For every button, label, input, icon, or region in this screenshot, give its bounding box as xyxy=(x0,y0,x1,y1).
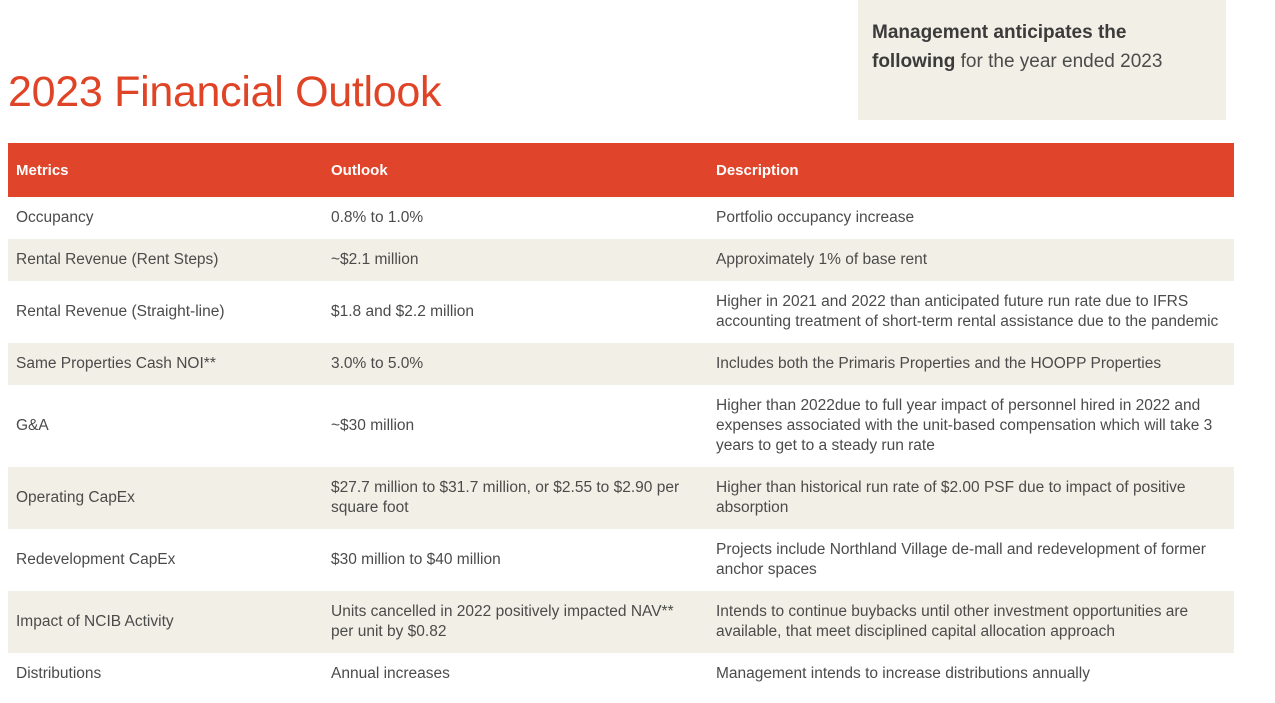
cell-outlook: Units cancelled in 2022 positively impacted NAV** per unit by $0.82 xyxy=(323,591,708,653)
table-body xyxy=(8,197,1234,695)
table-header-row xyxy=(8,143,1234,197)
table-row xyxy=(8,197,1234,239)
column-header-outlook: Outlook xyxy=(323,143,708,197)
callout-text xyxy=(872,18,1202,76)
cell-description: Includes both the Primaris Properties and the HOOPP Properties xyxy=(708,343,1234,385)
cell-description: Approximately 1% of base rent xyxy=(708,239,1234,281)
table-row xyxy=(8,385,1234,467)
table-row xyxy=(8,239,1234,281)
callout-rest: for the year ended 2023 xyxy=(955,51,1163,72)
cell-metric: Redevelopment CapEx xyxy=(16,551,176,568)
cell-description: Higher in 2021 and 2022 than anticipated future run rate due to IFRS accounting treatment of short-term rental assistance due to the pandemic xyxy=(716,293,1219,330)
cell-outlook: ~$2.1 million xyxy=(323,239,708,281)
cell-description: Higher than historical run rate of $2.00 PSF due to impact of positive absorption xyxy=(708,467,1234,529)
cell-outlook: ~$30 million xyxy=(331,417,415,434)
table-row xyxy=(8,467,1234,529)
callout-box xyxy=(858,0,1226,120)
cell-description: Portfolio occupancy increase xyxy=(716,209,915,226)
cell-description: Intends to continue buybacks until other investment opportunities are available, that meet disciplined capital allocation approach xyxy=(708,591,1234,653)
cell-metric: Occupancy xyxy=(16,209,94,226)
cell-description: Management intends to increase distributions annually xyxy=(716,665,1090,682)
cell-metric: Rental Revenue (Rent Steps) xyxy=(8,239,323,281)
cell-metric: Rental Revenue (Straight-line) xyxy=(16,303,225,320)
cell-metric: Impact of NCIB Activity xyxy=(8,591,323,653)
table-row xyxy=(8,343,1234,385)
financial-outlook-table xyxy=(8,143,1234,695)
table-row xyxy=(8,529,1234,591)
table-row xyxy=(8,653,1234,695)
column-header-metrics: Metrics xyxy=(8,143,323,197)
cell-description: Projects include Northland Village de-mall and redevelopment of former anchor spaces xyxy=(716,541,1206,578)
table-row xyxy=(8,591,1234,653)
cell-outlook: 3.0% to 5.0% xyxy=(323,343,708,385)
cell-outlook: $1.8 and $2.2 million xyxy=(331,303,475,320)
cell-outlook: Annual increases xyxy=(331,665,450,682)
cell-metric: Same Properties Cash NOI** xyxy=(8,343,323,385)
column-header-description: Description xyxy=(708,143,1234,197)
callout-bold-lead: Management anticipates the following xyxy=(872,22,1127,72)
cell-outlook: 0.8% to 1.0% xyxy=(331,209,424,226)
table-header xyxy=(8,143,1234,197)
page-title: 2023 Financial Outlook xyxy=(8,68,442,116)
cell-outlook: $27.7 million to $31.7 million, or $2.55 to $2.90 per square foot xyxy=(323,467,708,529)
cell-metric: G&A xyxy=(16,417,49,434)
cell-metric: Distributions xyxy=(16,665,102,682)
cell-description: Higher than 2022due to full year impact of personnel hired in 2022 and expenses associated with the unit-based compensation which will take 3 years to get to a steady run rate xyxy=(716,397,1213,454)
cell-outlook: $30 million to $40 million xyxy=(331,551,501,568)
cell-metric: Operating CapEx xyxy=(8,467,323,529)
table-row xyxy=(8,281,1234,343)
